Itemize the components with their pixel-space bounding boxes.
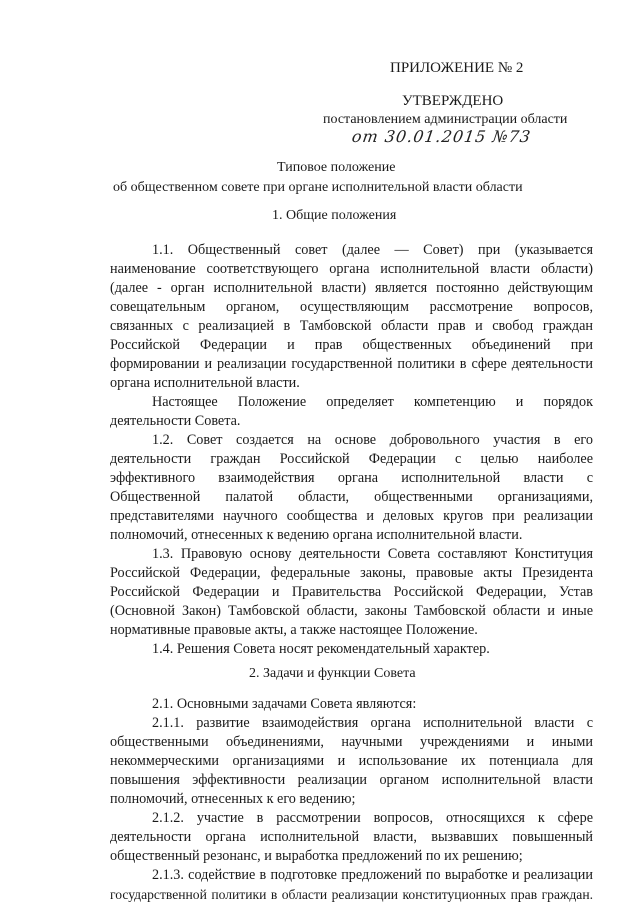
paragraph-line: деятельности Совета.: [110, 413, 241, 429]
paragraph-line: 2.1. Основными задачами Совета являются:: [152, 696, 417, 712]
approved-label: УТВЕРЖДЕНО: [402, 93, 504, 109]
paragraph-line: 1.3. Правовую основу деятельности Совета составляют Конституция: [152, 546, 593, 562]
paragraph-line: 1.1. Общественный совет (далее — Совет) при (указывается: [152, 242, 593, 258]
paragraph-line: Общественной палатой области, общественными организациями,: [110, 489, 593, 505]
paragraph-line: формировании и реализации государственной политики в сфере деятельности: [110, 356, 593, 372]
paragraph-line: полномочий, отнесенных к ведению органа исполнительной власти.: [110, 527, 523, 543]
paragraph-line: Российской Федерации и прав общественных объединений при: [110, 337, 593, 353]
paragraph-line: общественный резонанс, и выработка предложений по их решению;: [110, 848, 523, 864]
paragraph-line: (Основной Закон) Тамбовской области, законы Тамбовской области и иные: [110, 603, 593, 619]
paragraph-line: повышения эффективности реализации органом исполнительной власти: [110, 772, 593, 788]
paragraph-line: органа исполнительной власти.: [110, 375, 300, 391]
paragraph-line: 2.1.1. развитие взаимодействия органа исполнительной власти с: [152, 715, 593, 731]
paragraph-line: 2.1.2. участие в рассмотрении вопросов, относящихся к сфере: [152, 810, 593, 826]
paragraph-line: представителями научного сообщества и деловых кругов при реализации: [110, 508, 593, 524]
paragraph-line: некоммерческими организациями и использование их потенциала для: [110, 753, 593, 769]
paragraph-line: деятельности органа исполнительной власти, вызвавших повышенный: [110, 829, 593, 845]
paragraph-line: нормативные правовые акты, а также настоящее Положение.: [110, 622, 478, 638]
section-heading-2: 2. Задачи и функции Совета: [249, 666, 416, 681]
paragraph-line: (далее - орган исполнительной власти) является постоянно действующим: [110, 280, 593, 296]
paragraph-line: Настоящее Положение определяет компетенцию и порядок: [152, 394, 593, 410]
paragraph-line: полномочий, отнесенных к его ведению;: [110, 791, 356, 807]
appendix-label: ПРИЛОЖЕНИЕ № 2: [390, 60, 524, 76]
paragraph-line: 2.1.3. содействие в подготовке предложений по выработке и реализации: [152, 867, 593, 883]
paragraph-line: Российской Федерации и Правительства Российской Федерации, Устав: [110, 584, 593, 600]
approved-by-text: постановлением администрации области: [323, 112, 568, 127]
paragraph-line: государственной политики в области реализации конституционных прав граждан.: [110, 887, 593, 902]
paragraph-line: совещательным органом, осуществляющим рассмотрение вопросов,: [110, 299, 593, 315]
paragraph-line: эффективного взаимодействия органа исполнительной власти с: [110, 470, 593, 486]
paragraph-line: Российской Федерации, федеральные законы, правовые акты Президента: [110, 565, 593, 581]
paragraph-line: наименование соответствующего органа исполнительной власти области): [110, 261, 593, 277]
document-subtitle: об общественном совете при органе исполнительной власти области: [113, 180, 523, 195]
paragraph-line: деятельности граждан Российской Федерации с целью наиболее: [110, 451, 593, 467]
document-title: Типовое положение: [277, 160, 396, 175]
paragraph-line: связанных с реализацией в Тамбовской области прав и свобод граждан: [110, 318, 593, 334]
paragraph-line: 1.4. Решения Совета носят рекомендательный характер.: [152, 641, 490, 657]
section-heading-1: 1. Общие положения: [272, 208, 397, 223]
handwritten-date-number: от 30.01.2015 №73: [350, 127, 533, 146]
paragraph-line: общественными объединениями, научными учреждениями и иными: [110, 734, 593, 750]
paragraph-line: 1.2. Совет создается на основе добровольного участия в его: [152, 432, 593, 448]
